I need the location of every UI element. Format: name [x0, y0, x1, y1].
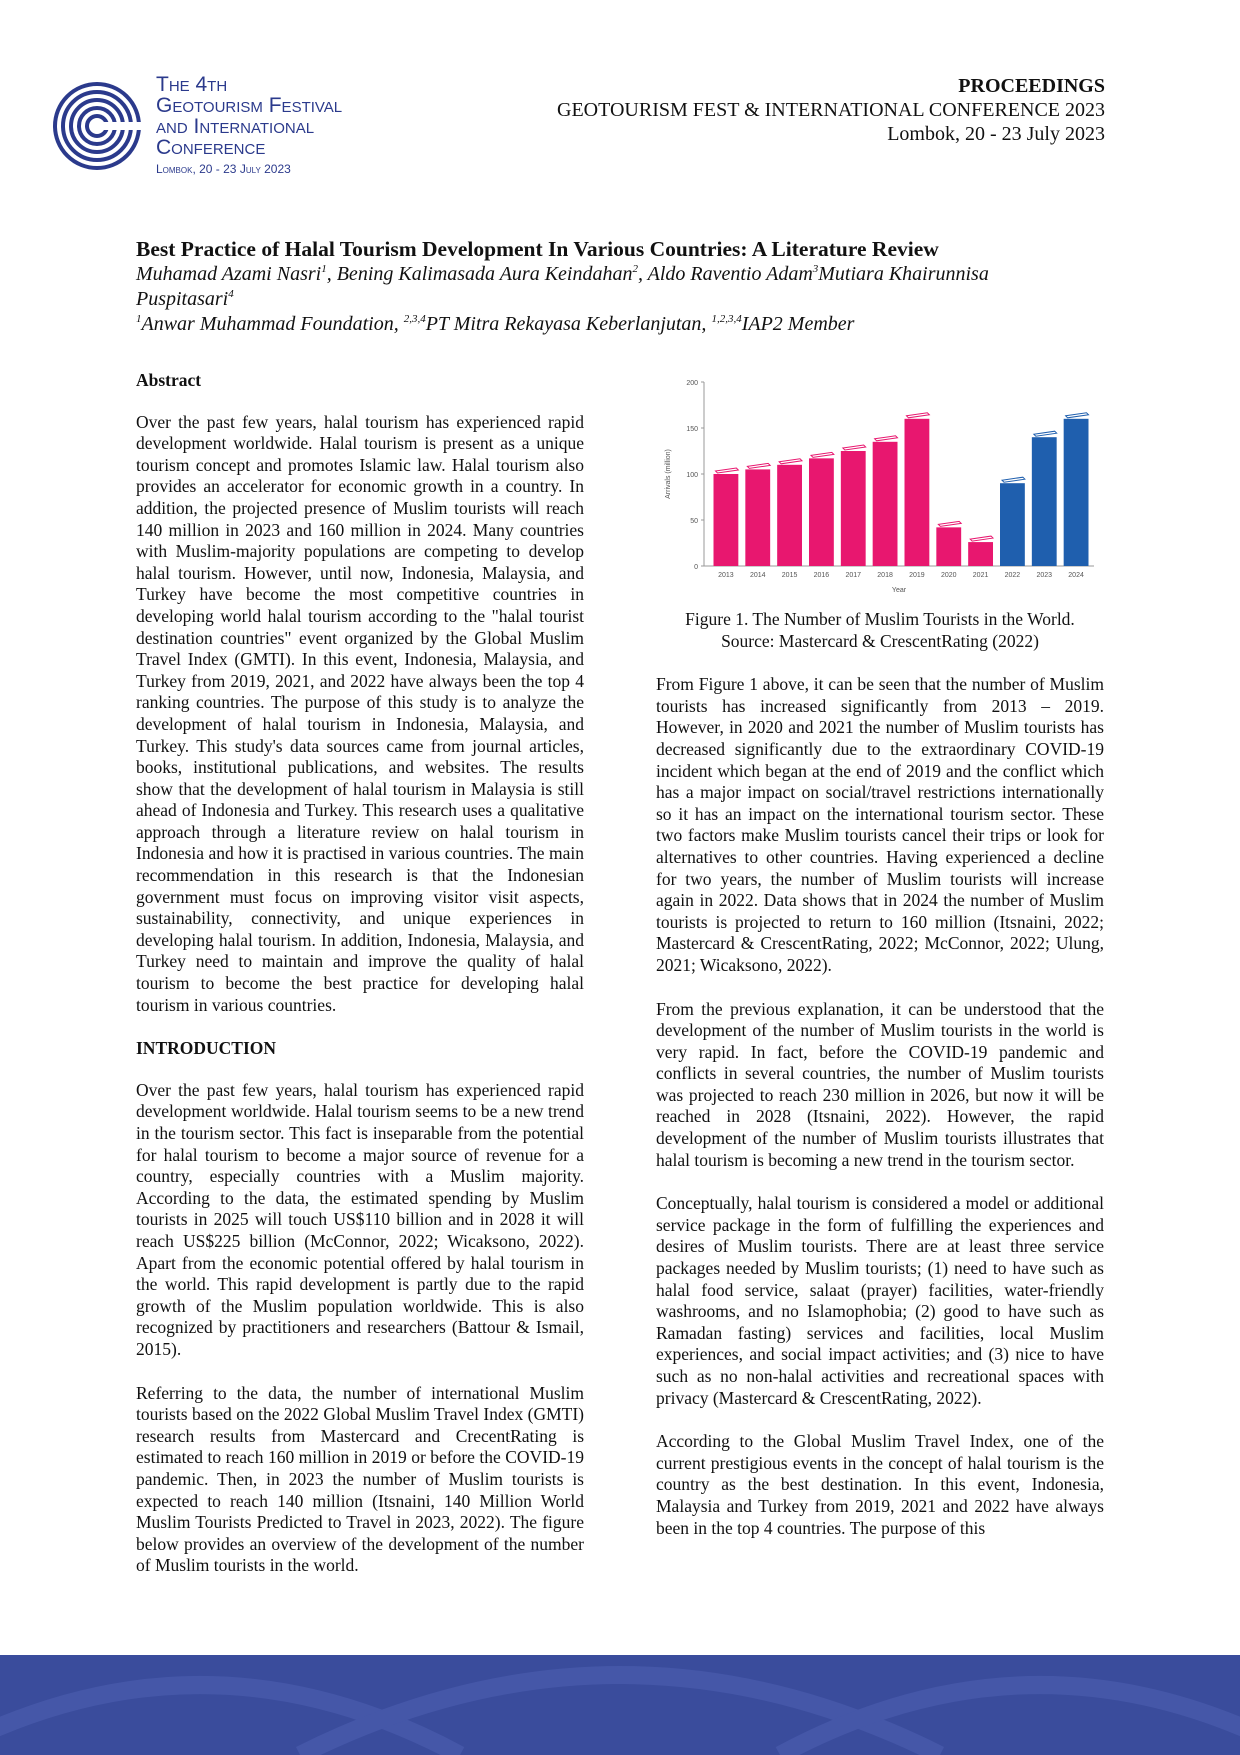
- plane-icon: [843, 445, 866, 450]
- proceedings-label: PROCEEDINGS: [958, 75, 1105, 97]
- figure-caption-source: Source: Mastercard & CrescentRating (2022): [721, 630, 1039, 651]
- affiliation-sup: 1,2,3,4: [711, 313, 742, 325]
- x-tick-label: 2024: [1068, 572, 1084, 579]
- intro-paragraph-2: Referring to the data, the number of international Muslim tourists based on the 2022 Global Muslim Travel Index (GMTI) research results from Mastercard and CrecentRating is estimated to reach 160 million in 2019 or before the COVID-19 pandemic. Then, in 2023 the number of Muslim tourists is expected to reach 140 million (Itsnaini, 140 Million World Muslim Tourists Predicted to Travel in 2023, 2022). The figure below provides an overview of the development of the number of Muslim tourists in the world.: [136, 1382, 584, 1576]
- plane-icon: [747, 463, 770, 468]
- author: Muhamad Azami Nasri: [136, 263, 322, 285]
- author: Aldo Raventio Adam: [647, 263, 813, 285]
- bar: [745, 469, 770, 566]
- proceedings-header: [557, 74, 1105, 146]
- y-tick-label: 50: [690, 518, 698, 525]
- y-tick-label: 200: [686, 380, 698, 387]
- y-tick-label: 100: [686, 472, 698, 479]
- author-list: Muhamad Azami Nasri$^1$, Bening Kalimasada Aura Keindahan$^2$, Aldo Raventio Adam$^3$Mutiara Khairunnisa Puspitasari$^4$: [136, 263, 989, 310]
- y-axis-label: Arrivals (million): [665, 449, 672, 499]
- x-tick-label: 2019: [909, 572, 925, 579]
- x-axis-label: Year: [891, 587, 907, 594]
- author-sup: 2: [632, 263, 638, 275]
- y-tick-label: 150: [686, 426, 698, 433]
- plane-icon: [938, 521, 961, 526]
- author: Bening Kalimasada Aura Keindahan: [336, 263, 633, 285]
- affiliation-list: [136, 312, 1056, 337]
- bar: [936, 527, 961, 566]
- paper-title: Best Practice of Halal Tourism Development In Various Countries: A Literature Review: [136, 237, 939, 261]
- plane-icon: [1034, 431, 1057, 436]
- author: Mutiara Khairunnisa Puspitasari: [136, 263, 989, 310]
- abstract-text: Over the past few years, halal tourism has experienced rapid development worldwide. Halal tourism is present as a unique tourism concept and promotes Islamic law. Halal tourism also provides an accelerator for economic growth in a country. In addition, the projected presence of Muslim tourists will reach 140 million in 2023 and 160 million in 2024. Many countries with Muslim-majority populations are competing to develop halal tourism. However, until now, Indonesia, Malaysia, and Turkey have become the most competitive countries in developing world halal tourism according to the "halal tourist destination countries" event organized by the Global Muslim Travel Index (GMTI). In this event, Indonesia, Malaysia, and Turkey from 2019, 2021, and 2022 have always been the top 4 ranking countries. The purpose of this study is to analyze the development of halal tourism in Indonesia, Malaysia, and Turkey. This study's data sources came from journal articles, books, institutional publications, and websites. The results show that the development of halal tourism in Malaysia is still ahead of Indonesia and Turkey. This research uses a qualitative approach through a literature review on halal tourism in Indonesia and how it is practised in various countries. The main recommendation in this research is that the Indonesian government must focus on improving visitor visit aspects, sustainability, connectivity, and unique experiences in developing halal tourism. In addition, Indonesia, Malaysia, and Turkey need to maintain and improve the quality of halal tourism to become the best practice for developing halal tourism in various countries.: [136, 411, 584, 1015]
- logo-text: [156, 74, 342, 178]
- figure-1: [656, 370, 1104, 605]
- plane-icon: [1002, 477, 1025, 482]
- plane-icon: [875, 436, 898, 441]
- plane-icon: [811, 452, 834, 457]
- spiral-logo-icon: [52, 56, 152, 196]
- x-tick-label: 2015: [781, 572, 798, 579]
- affiliation-sup: 2,3,4: [403, 313, 426, 325]
- logo-line-2: Geotourism Festival: [156, 94, 343, 117]
- bar: [841, 451, 866, 566]
- left-column: [136, 370, 584, 1599]
- x-tick-label: 2023: [1036, 572, 1053, 579]
- logo-line-1: The 4th: [156, 73, 228, 96]
- conference-name: GEOTOURISM FEST & INTERNATIONAL CONFERENCE 2023: [557, 99, 1105, 121]
- footer-band: [0, 1655, 1240, 1755]
- author-sup: 1: [321, 263, 327, 275]
- x-tick-label: 2018: [877, 572, 893, 579]
- affiliation-sup: 1: [136, 313, 142, 325]
- bar: [968, 542, 993, 566]
- author-sup: 3: [812, 263, 819, 275]
- right-column: [656, 370, 1104, 1561]
- figure-caption: [656, 609, 1104, 652]
- bar: [1000, 483, 1025, 566]
- conference-place-date: Lombok, 20 - 23 July 2023: [887, 123, 1105, 145]
- plane-icon: [779, 459, 802, 464]
- plane-icon: [716, 468, 739, 473]
- plane-icon: [970, 536, 993, 541]
- body-paragraph-4: According to the Global Muslim Travel Index, one of the current prestigious events in the concept of halal tourism is the country as the best destination. In this event, Indonesia, Malaysia and Turkey from 2019, 2021 and 2022 have always been in the top 4 countries. The purpose of this: [656, 1431, 1104, 1538]
- footer-wave-pattern: [0, 1655, 1240, 1755]
- logo-line-4: Conference: [156, 136, 266, 159]
- bar: [1032, 437, 1057, 566]
- logo-date: Lombok, 20 - 23 July 2023: [156, 162, 291, 176]
- introduction-heading: INTRODUCTION: [136, 1038, 277, 1059]
- bar: [873, 442, 898, 566]
- x-tick-label: 2022: [1004, 572, 1021, 579]
- intro-paragraph-1: Over the past few years, halal tourism has experienced rapid development worldwide. Halal tourism seems to be a new trend in the tourism sector. This fact is inseparable from the potential for halal tourism to become a major source of revenue for a country, especially countries with a Muslim majority. According to the data, the estimated spending by Muslim tourists in 2025 will touch US$110 billion and in 2028 it will reach US$225 billion (McConnor, 2022; Wicaksono, 2022). Apart from the economic potential offered by halal tourism in the world. This rapid development is partly due to the rapid growth of the Muslim population worldwide. This is also recognized by practitioners and researchers (Battour & Ismail, 2015).: [136, 1079, 584, 1359]
- body-paragraph-3: Conceptually, halal tourism is considered a model or additional service package in the form of fulfilling the experiences and desires of Muslim tourists. There are at least three service packages needed by Muslim tourists; (1) need to have such as halal food service, salaat (prayer) facilities, water-friendly washrooms, and no Islamophobia; (2) good to have such as Ramadan fasting) services and facilities, local Muslim experiences, and social impact activities; and (3) nice to have such as no non-halal activities and recreational spaces with privacy (Mastercard & CrescentRating, 2022).: [656, 1193, 1104, 1408]
- x-tick-label: 2017: [845, 572, 862, 579]
- bar: [809, 458, 834, 566]
- abstract-heading: Abstract: [136, 370, 202, 390]
- x-tick-label: 2016: [813, 572, 830, 579]
- muslim-tourists-bar-chart: [656, 370, 1104, 605]
- x-tick-label: 2013: [718, 572, 734, 579]
- logo-line-3: and International: [156, 115, 315, 138]
- figure-caption-title: Figure 1. The Number of Muslim Tourists in the World.: [685, 609, 1075, 629]
- bar: [1064, 419, 1089, 566]
- affiliation: IAP2 Member: [741, 313, 855, 335]
- title-block: [136, 236, 1056, 337]
- body-paragraph-1: From Figure 1 above, it can be seen that the number of Muslim tourists has increased significantly from 2013 – 2019. However, in 2020 and 2021 the number of Muslim tourists has decreased significantly due to the extraordinary COVID-19 incident which began at the end of 2019 and the conflict which has a major impact on social/travel restrictions internationally so it has an impact on the international tourism sector. These two factors make Muslim tourists cancel their trips or look for alternatives to other countries. Having experienced a decline for two years, the number of Muslim tourists will increase again in 2022. Data shows that in 2024 the number of Muslim tourists is projected to return to 160 million (Itsnaini, 2022; Mastercard & CrescentRating, 2022; McConnor, 2022; Ulung, 2021; Wicaksono, 2022).: [656, 674, 1104, 975]
- conference-logo: [52, 56, 392, 196]
- plane-icon: [1066, 413, 1089, 418]
- x-tick-label: 2021: [972, 572, 989, 579]
- plane-icon: [907, 413, 930, 418]
- affiliation: PT Mitra Rekayasa Keberlanjutan,: [425, 313, 712, 335]
- body-paragraph-2: From the previous explanation, it can be understood that the development of the number of Muslim tourists in the world is very rapid. In fact, before the COVID-19 pandemic and conflicts in several countries, the number of Muslim tourists was projected to reach 230 million in 2026, but now it will be reached in 2028 (Itsnaini, 2022). However, the rapid development of the number of Muslim tourists illustrates that halal tourism is becoming a new trend in the tourism sector.: [656, 998, 1104, 1170]
- bar: [777, 465, 802, 566]
- x-tick-label: 2020: [940, 572, 957, 579]
- x-tick-label: 2014: [749, 572, 766, 579]
- affiliation: Anwar Muhammad Foundation,: [141, 313, 404, 335]
- author-sup: 4: [228, 288, 234, 300]
- bar: [905, 419, 930, 566]
- bar: [714, 474, 739, 566]
- y-tick-label: 0: [694, 564, 698, 571]
